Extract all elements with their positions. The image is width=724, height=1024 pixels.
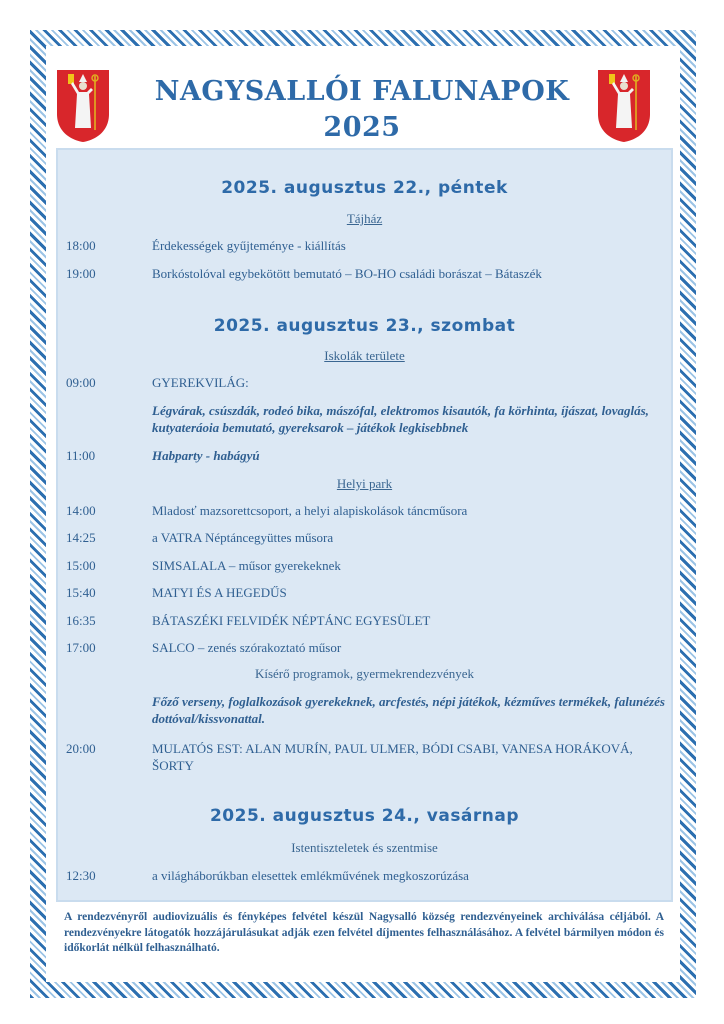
- event-time: 14:00: [66, 503, 96, 518]
- notice-text: A rendezvényről audiovizuális és fényképes felvétel készül Nagysalló község rendezvényeinek archiválása céljából. A rendezvényekre látogatók hozzájárulásukat adják ezen felvétel díjmentes felhasználásához. A felvétel bármilyen módon és időkorlát nélkül felhasználható.: [64, 911, 664, 954]
- day-heading: 2025. augusztus 24., vasárnap: [209, 806, 520, 826]
- event-time: 09:00: [66, 375, 96, 390]
- event-time: 19:00: [66, 266, 96, 281]
- event-time: 15:40: [66, 585, 96, 600]
- venue-label: Helyi park: [336, 476, 393, 491]
- event-text: a VATRA Néptáncegyüttes műsora: [152, 530, 334, 545]
- program-panel: [56, 148, 673, 902]
- event-text: Mladosť mazsorettcsoport, a helyi alapiskolások táncműsora: [152, 503, 468, 518]
- page-title: NAGYSALLÓI FALUNAPOK: [154, 76, 570, 107]
- event-time: 11:00: [66, 448, 96, 463]
- event-time: 16:35: [66, 613, 96, 628]
- event-text: Főző verseny, foglalkozások gyerekeknek, arcfestés, népi játékok, kézműves termékek, falunézés dottóval/kissvonattal.: [152, 694, 665, 726]
- event-text: Borkóstolóval egybekötött bemutató – BO-HO családi borászat – Bátaszék: [152, 266, 542, 281]
- event-text: Érdekességek gyűjteménye - kiállítás: [152, 238, 346, 253]
- day-heading: 2025. augusztus 22., péntek: [221, 178, 508, 198]
- event-text: MATYI ÉS A HEGEDŰS: [152, 585, 287, 600]
- venue-label: Kísérő programok, gyermekrendezvények: [254, 666, 475, 681]
- venue-label: Tájház: [346, 211, 383, 226]
- event-text: Habparty - habágyú: [152, 448, 260, 463]
- event-text: SALCO – zenés szórakoztató műsor: [152, 640, 342, 655]
- event-time: 17:00: [66, 640, 96, 655]
- coat-of-arms-icon: [55, 68, 111, 144]
- event-text: SIMSALALA – műsor gyerekeknek: [152, 558, 341, 573]
- event-text: Légvárak, csúszdák, rodeó bika, mászófal, elektromos kisautók, fa körhinta, íjászat, lovaglás, kutyateráoia bemutató, gyereksarok – játékok legkisebbnek: [152, 403, 649, 435]
- event-text: BÁTASZÉKI FELVIDÉK NÉPTÁNC EGYESÜLET: [152, 613, 431, 628]
- event-text: a világháborúkban elesettek emlékművének megkoszorúzása: [152, 868, 469, 883]
- page-title-year: 2025: [323, 112, 401, 143]
- event-text: GYEREKVILÁG:: [152, 375, 249, 390]
- event-time: 18:00: [66, 238, 96, 253]
- venue-label: Istentiszteletek és szentmise: [291, 840, 438, 855]
- venue-label: Iskolák területe: [324, 348, 405, 363]
- event-time: 14:25: [66, 530, 96, 545]
- event-time: 15:00: [66, 558, 96, 573]
- day-heading: 2025. augusztus 23., szombat: [213, 316, 516, 336]
- event-time: 20:00: [66, 741, 96, 756]
- event-text: MULATÓS EST: ALAN MURÍN, PAUL ULMER, BÓDI CSABI, VANESA HORÁKOVÁ, ŠORTY: [152, 741, 633, 773]
- recording-notice: [64, 910, 664, 957]
- event-time: 12:30: [66, 868, 96, 883]
- coat-of-arms-icon: [596, 68, 652, 144]
